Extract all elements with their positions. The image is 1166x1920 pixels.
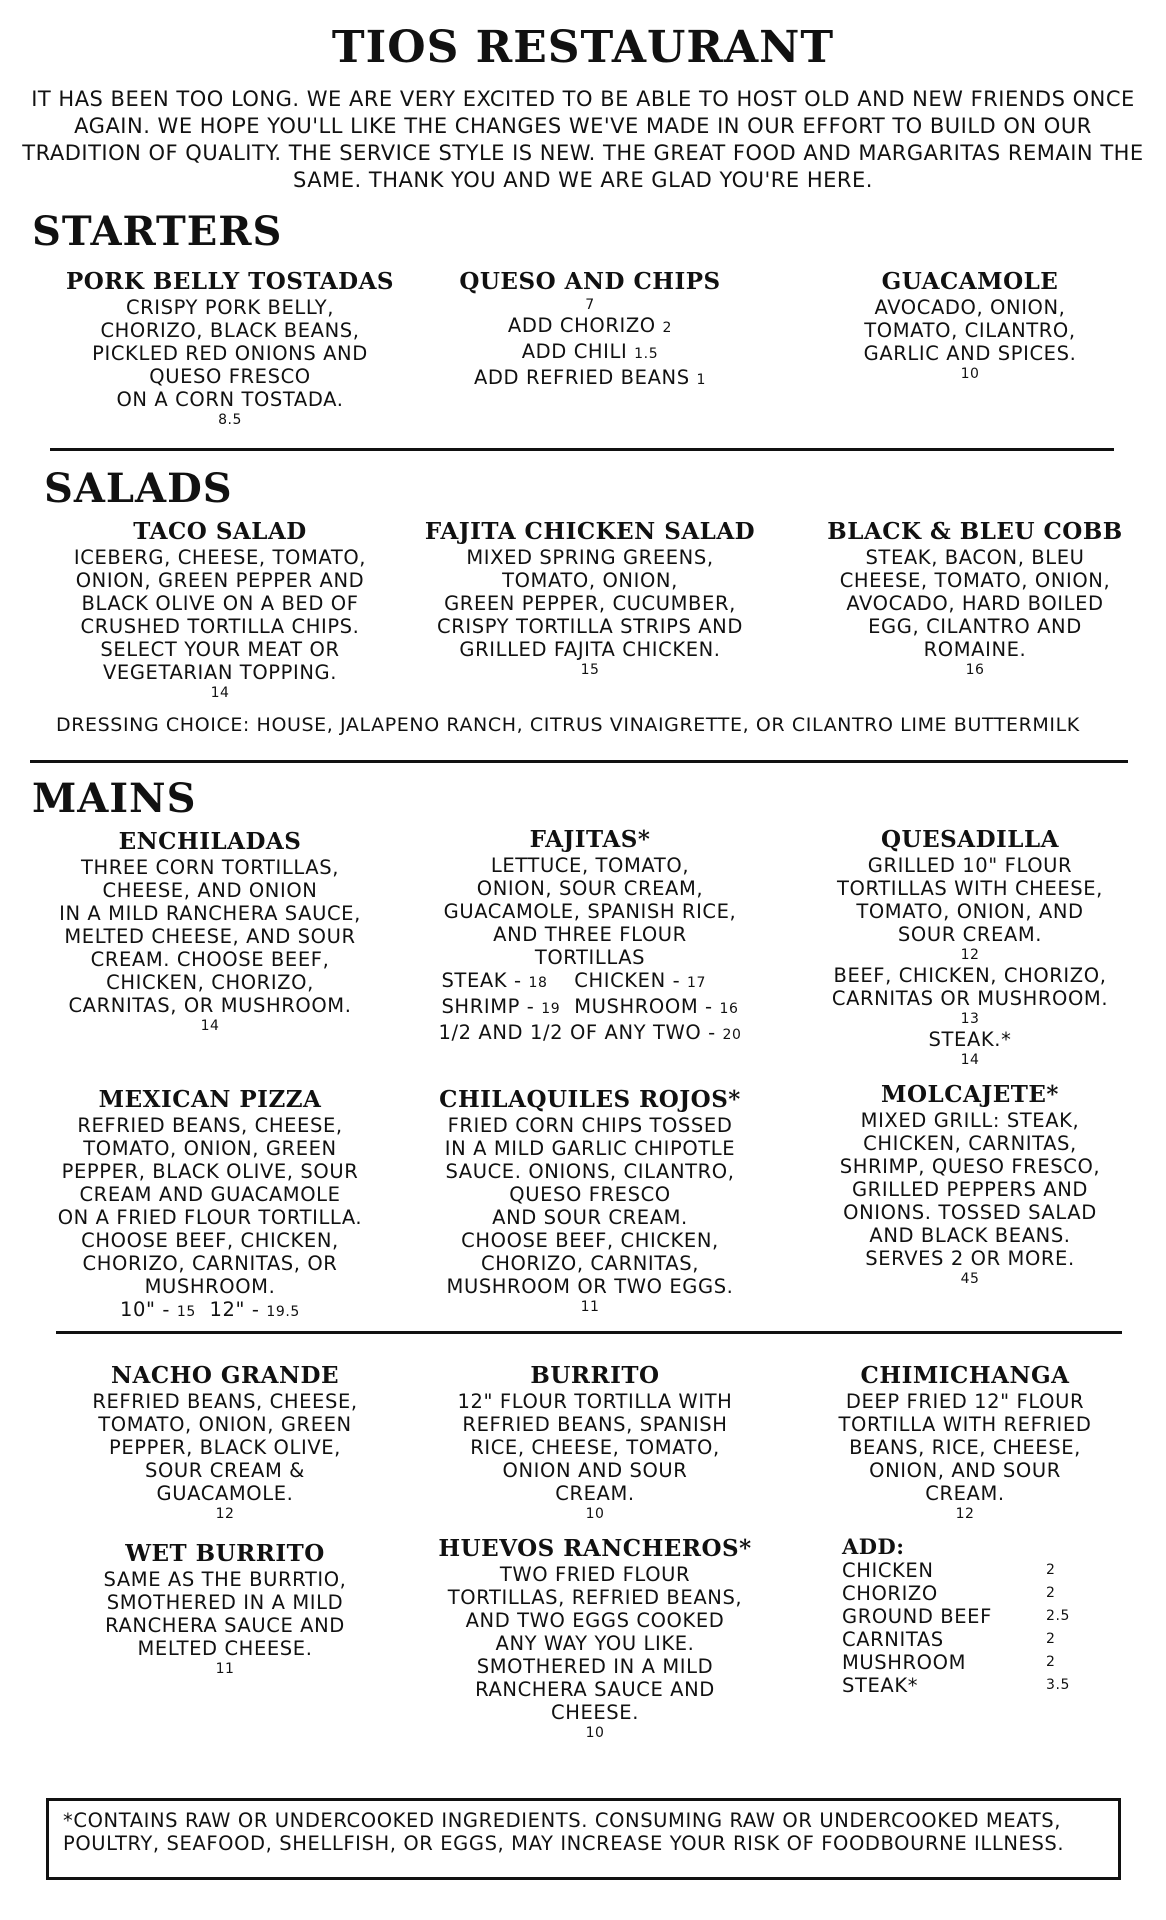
item-price: 10 xyxy=(585,1506,605,1522)
item-name: GUACAMOLE xyxy=(881,268,1059,295)
option: CHICKEN - 17 xyxy=(574,969,707,992)
menu-item-huevos-rancheros xyxy=(410,1535,780,1742)
item-name: FAJITA CHICKEN SALAD xyxy=(424,518,756,545)
divider xyxy=(30,760,1128,763)
item-description: MIXED SPRING GREENS, TOMATO, ONION, GREEN PEPPER, CUCUMBER, CRISPY TORTILLA STRIPS AND GRILLED FAJITA CHICKEN. xyxy=(437,546,743,661)
item-price: 7 xyxy=(585,297,595,313)
salads-heading: SALADS xyxy=(44,465,233,512)
item-name: WET BURRITO xyxy=(125,1540,325,1567)
add-on-row: CARNITAS 2 xyxy=(842,1628,1056,1651)
item-name: BURRITO xyxy=(530,1362,660,1389)
item-name: CHIMICHANGA xyxy=(860,1362,1070,1389)
mains-heading: MAINS xyxy=(32,775,197,822)
item-description: CRISPY PORK BELLY, CHORIZO, BLACK BEANS, PICKLED RED ONIONS AND QUESO FRESCO ON A CORN TOSTADA. xyxy=(92,296,368,411)
item-price: 14 xyxy=(210,685,230,701)
menu-item-enchiladas xyxy=(20,828,400,1035)
item-name: NACHO GRANDE xyxy=(110,1362,340,1389)
item-description: LETTUCE, TOMATO, ONION, SOUR CREAM, GUACAMOLE, SPANISH RICE, AND THREE FLOUR TORTILLAS xyxy=(443,854,737,969)
item-description: AVOCADO, ONION, TOMATO, CILANTRO, GARLIC AND SPICES. xyxy=(863,296,1077,365)
item-description: SAME AS THE BURRTIO, SMOTHERED IN A MILD RANCHERA SAUCE AND MELTED CHEESE. xyxy=(103,1568,347,1660)
item-name: ENCHILADAS xyxy=(118,828,302,855)
menu-item-molcajete xyxy=(810,1081,1130,1288)
menu-item-taco-salad xyxy=(30,518,410,702)
item-name: HUEVOS RANCHEROS* xyxy=(438,1535,752,1562)
add-on-row: CHORIZO 2 xyxy=(842,1582,1056,1605)
item-price: 10 xyxy=(585,1725,605,1741)
starters-heading: STARTERS xyxy=(32,208,283,255)
menu-item-mexican-pizza xyxy=(20,1086,400,1324)
add-on-row: STEAK* 3.5 xyxy=(842,1674,1071,1697)
menu-item-pork-belly-tostadas xyxy=(40,268,420,429)
item-price: 14 xyxy=(200,1018,220,1034)
add-on-row: CHICKEN 2 xyxy=(842,1559,1056,1582)
item-price: 8.5 xyxy=(218,412,242,428)
item-name: QUESO AND CHIPS xyxy=(459,268,721,295)
menu-item-black-bleu-cobb xyxy=(810,518,1140,679)
item-price: 16 xyxy=(965,662,985,678)
menu-item-nacho-grande xyxy=(40,1362,410,1523)
option: SHRIMP - 19 xyxy=(441,995,561,1018)
item-name: TACO SALAD xyxy=(133,518,307,545)
addon-row: ADD CHILI 1.5 xyxy=(521,340,659,363)
intro-text: IT HAS BEEN TOO LONG. WE ARE VERY EXCITED TO BE ABLE TO HOST OLD AND NEW FRIENDS ONCE AGAIN. WE HOPE YOU'LL LIKE THE CHANGES WE'VE MADE IN OUR EFFORT TO BUILD ON OUR TRADITION OF QUALITY. THE SERVICE STYLE IS NEW. THE GREAT FOOD AND MARGARITAS REMAIN THE SAME. THANK YOU AND WE ARE GLAD YOU'RE HERE. xyxy=(22,87,1144,192)
menu-item-guacamole xyxy=(800,268,1140,383)
option: MUSHROOM - 16 xyxy=(574,995,739,1018)
add-on-row: MUSHROOM 2 xyxy=(842,1651,1056,1674)
item-name: MEXICAN PIZZA xyxy=(98,1086,322,1113)
item-description-2: BEEF, CHICKEN, CHORIZO, CARNITAS OR MUSHROOM. xyxy=(831,964,1109,1010)
size-prices: 10" - 15 12" - 19.5 xyxy=(120,1298,300,1321)
item-description: 12" FLOUR TORTILLA WITH REFRIED BEANS, SPANISH RICE, CHEESE, TOMATO, ONION AND SOUR CREAM. xyxy=(457,1390,733,1505)
dressing-choice: DRESSING CHOICE: HOUSE, JALAPENO RANCH, CITRUS VINAIGRETTE, OR CILANTRO LIME BUTTERMILK xyxy=(56,714,1080,736)
item-description: TWO FRIED FLOUR TORTILLAS, REFRIED BEANS, AND TWO EGGS COOKED ANY WAY YOU LIKE. SMOTHERED IN A MILD RANCHERA SAUCE AND CHEESE. xyxy=(447,1563,743,1724)
item-description: MIXED GRILL: STEAK, CHICKEN, CARNITAS, SHRIMP, QUESO FRESCO, GRILLED PEPPERS AND ONIONS. TOSSED SALAD AND BLACK BEANS. SERVES 2 OR MORE. xyxy=(839,1109,1101,1270)
divider xyxy=(56,1331,1122,1334)
option: STEAK - 18 xyxy=(441,969,548,992)
item-name: BLACK & BLEU COBB xyxy=(827,518,1123,545)
item-description: FRIED CORN CHIPS TOSSED IN A MILD GARLIC CHIPOTLE SAUCE. ONIONS, CILANTRO, QUESO FRESCO AND SOUR CREAM. CHOOSE BEEF, CHICKEN, CHORIZO, CARNITAS, MUSHROOM OR TWO EGGS. xyxy=(444,1114,736,1298)
item-description-3: STEAK.* xyxy=(928,1028,1012,1051)
item-description: GRILLED 10" FLOUR TORTILLAS WITH CHEESE, TOMATO, ONION, AND SOUR CREAM. xyxy=(837,854,1103,946)
item-price: 45 xyxy=(960,1271,980,1287)
menu-item-burrito xyxy=(410,1362,780,1523)
restaurant-title: TIOS RESTAURANT xyxy=(331,22,835,73)
item-price: 12 xyxy=(215,1506,235,1522)
item-name: PORK BELLY TOSTADAS xyxy=(65,268,395,295)
menu-item-fajita-chicken-salad xyxy=(405,518,775,679)
item-description: ICEBERG, CHEESE, TOMATO, ONION, GREEN PEPPER AND BLACK OLIVE ON A BED OF CRUSHED TORTILLA CHIPS. SELECT YOUR MEAT OR VEGETARIAN TOPPING. xyxy=(73,546,367,684)
menu-item-chilaquiles-rojos xyxy=(400,1086,780,1316)
fajita-options xyxy=(400,969,780,1021)
menu-item-chimichanga xyxy=(790,1362,1140,1523)
divider xyxy=(50,448,1114,451)
item-description: STEAK, BACON, BLEU CHEESE, TOMATO, ONION, AVOCADO, HARD BOILED EGG, CILANTRO AND ROMAINE. xyxy=(839,546,1111,661)
addon-row: ADD REFRIED BEANS 1 xyxy=(473,366,707,389)
item-price-2: 13 xyxy=(960,1011,980,1027)
item-price: 10 xyxy=(960,366,980,382)
item-price: 11 xyxy=(580,1299,600,1315)
add-ons-label: ADD: xyxy=(842,1534,905,1559)
combo-option: 1/2 AND 1/2 OF ANY TWO - 20 xyxy=(438,1021,742,1044)
item-name: QUESADILLA xyxy=(881,826,1059,853)
item-description: REFRIED BEANS, CHEESE, TOMATO, ONION, GREEN PEPPER, BLACK OLIVE, SOUR CREAM & GUACAMOLE. xyxy=(92,1390,358,1505)
item-name: CHILAQUILES ROJOS* xyxy=(439,1086,741,1113)
menu-item-quesadilla xyxy=(800,826,1140,1069)
item-price-3: 14 xyxy=(960,1052,980,1068)
add-ons-list xyxy=(842,1534,1102,1697)
add-on-row: GROUND BEEF 2.5 xyxy=(842,1605,1071,1628)
item-name: FAJITAS* xyxy=(529,826,651,853)
item-price: 12 xyxy=(960,947,980,963)
raw-food-warning: *CONTAINS RAW OR UNDERCOOKED INGREDIENTS. CONSUMING RAW OR UNDERCOOKED MEATS, POULTRY, SEAFOOD, SHELLFISH, OR EGGS, MAY INCREASE YOUR RISK OF FOODBOURNE ILLNESS. xyxy=(46,1798,1121,1880)
item-name: MOLCAJETE* xyxy=(881,1081,1059,1108)
addon-row: ADD CHORIZO 2 xyxy=(507,314,673,337)
menu-item-wet-burrito xyxy=(40,1540,410,1678)
item-description: REFRIED BEANS, CHEESE, TOMATO, ONION, GREEN PEPPER, BLACK OLIVE, SOUR CREAM AND GUACAMOLE ON A FRIED FLOUR TORTILLA. CHOOSE BEEF, CHICKEN, CHORIZO, CARNITAS, OR MUSHROOM. xyxy=(57,1114,363,1298)
item-price: 11 xyxy=(215,1661,235,1677)
menu-item-fajitas xyxy=(400,826,780,1047)
item-description: THREE CORN TORTILLAS, CHEESE, AND ONION IN A MILD RANCHERA SAUCE, MELTED CHEESE, AND SOUR CREAM. CHOOSE BEEF, CHICKEN, CHORIZO, CARNITAS, OR MUSHROOM. xyxy=(59,856,361,1017)
item-price: 12 xyxy=(955,1506,975,1522)
item-description: DEEP FRIED 12" FLOUR TORTILLA WITH REFRIED BEANS, RICE, CHEESE, ONION, AND SOUR CREAM. xyxy=(838,1390,1092,1505)
menu-item-queso-and-chips xyxy=(430,268,750,392)
item-price: 15 xyxy=(580,662,600,678)
